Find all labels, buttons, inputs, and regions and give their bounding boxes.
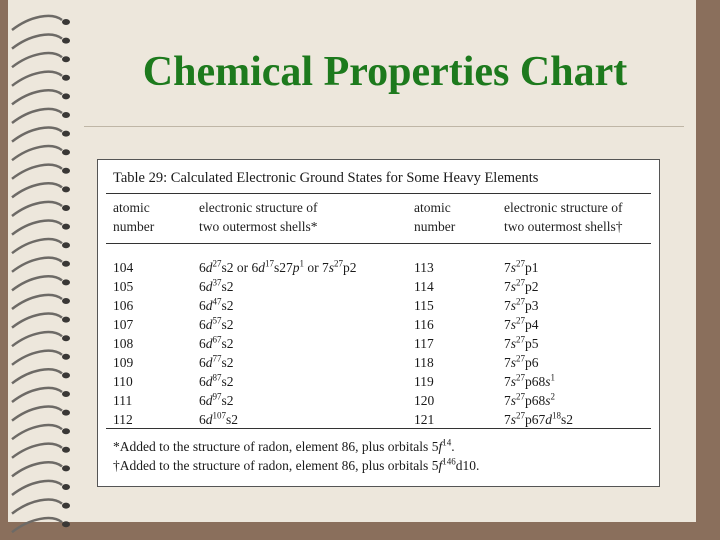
binding-hole: [62, 168, 70, 174]
binding-hole: [62, 410, 70, 416]
binding-ring: [12, 90, 62, 104]
spiral-binding-rings: [0, 0, 90, 540]
binding-hole: [62, 484, 70, 490]
table-footnotes: [113, 437, 479, 475]
binding-hole: [62, 372, 70, 378]
binding-hole: [62, 279, 70, 285]
right-atomic-number-5: 118: [414, 355, 434, 370]
binding-ring: [12, 35, 62, 49]
left-electron-config-6: $6d^{87}s2$: [199, 372, 234, 389]
binding-ring: [12, 369, 62, 383]
left-electron-config-3: $6d^{57}s2$: [199, 315, 234, 332]
binding-ring: [12, 165, 62, 179]
left-atomic-number-3: 107: [113, 317, 134, 332]
right-atomic-number-3: 116: [414, 317, 434, 332]
table-caption: Table 29: Calculated Electronic Ground States for Some Heavy Elements: [113, 170, 539, 186]
right-electron-config-7: $7s^{27}p68s^2$: [504, 391, 556, 408]
binding-hole: [62, 56, 70, 62]
left-electron-config-2: $6d^{47}s2$: [199, 296, 234, 313]
left-electron-config-4: $6d^{67}s2$: [199, 334, 234, 351]
header-atomic-number-right: atomic number: [414, 200, 456, 234]
binding-hole: [62, 93, 70, 99]
binding-ring: [12, 388, 62, 402]
left-atomic-number-7: 111: [113, 393, 133, 408]
binding-hole: [62, 317, 70, 323]
binding-hole: [62, 354, 70, 360]
left-electron-config-5: $6d^{77}s2$: [199, 353, 234, 370]
binding-ring: [12, 500, 62, 514]
right-atomic-number-0: 113: [414, 260, 434, 275]
right-electron-configs: [504, 258, 573, 429]
left-electron-config-7: $6d^{97}s2$: [199, 391, 234, 408]
binding-ring: [12, 146, 62, 160]
right-atomic-number-1: 114: [414, 279, 434, 294]
binding-ring: [12, 462, 62, 476]
top-rule: [106, 193, 651, 194]
binding-hole: [62, 391, 70, 397]
right-atomic-number-4: 117: [414, 336, 434, 351]
binding-hole: [62, 205, 70, 211]
left-atomic-numbers: [113, 258, 133, 429]
binding-ring: [12, 276, 62, 290]
title-divider: [84, 126, 684, 127]
right-electron-config-3: $7s^{27}p4$: [504, 315, 539, 332]
left-atomic-number-8: 112: [113, 412, 133, 427]
binding-ring: [12, 425, 62, 439]
binding-hole: [62, 261, 70, 267]
bottom-rule: [106, 428, 651, 429]
binding-ring: [12, 481, 62, 495]
left-electron-config-0: $6d^{27}s2$ or $6d^{17}s27p^1$ or $7s^{27}p2$: [199, 258, 357, 275]
right-atomic-numbers: [414, 258, 434, 429]
binding-ring: [12, 183, 62, 197]
binding-ring: [12, 16, 62, 30]
binding-ring: [12, 444, 62, 458]
binding-ring: [12, 221, 62, 235]
footnote-radon-dagger: †Added to the structure of radon, element 86, plus orbitals $5f^{146}d10$.: [113, 456, 480, 473]
left-atomic-number-4: 108: [113, 336, 134, 351]
binding-hole: [62, 112, 70, 118]
binding-hole: [62, 242, 70, 248]
left-electron-config-1: $6d^{37}s2$: [199, 277, 234, 294]
binding-ring: [12, 202, 62, 216]
left-atomic-number-6: 110: [113, 374, 133, 389]
binding-ring: [12, 128, 62, 142]
binding-hole: [62, 38, 70, 44]
binding-hole: [62, 503, 70, 509]
right-atomic-number-6: 119: [414, 374, 434, 389]
binding-hole: [62, 447, 70, 453]
right-electron-config-4: $7s^{27}p5$: [504, 334, 539, 351]
electronic-states-table: [97, 159, 660, 487]
left-atomic-number-2: 106: [113, 298, 134, 313]
left-atomic-number-1: 105: [113, 279, 134, 294]
footnote-radon-star: *Added to the structure of radon, element 86, plus orbitals $5f^{14}$.: [113, 437, 455, 454]
binding-hole: [62, 465, 70, 471]
header-atomic-number-left: atomic number: [113, 200, 155, 234]
right-electron-config-8: $7s^{27}p67d^{18}s2$: [504, 410, 574, 427]
binding-hole: [62, 335, 70, 341]
binding-hole: [62, 75, 70, 81]
binding-hole: [62, 428, 70, 434]
binding-ring: [12, 258, 62, 272]
binding-hole: [62, 186, 70, 192]
right-electron-config-0: $7s^{27}p1$: [504, 258, 539, 275]
header-rule: [106, 243, 651, 244]
binding-ring: [12, 407, 62, 421]
binding-hole: [62, 131, 70, 137]
left-electron-config-8: $6d^{107}s2$: [199, 410, 239, 427]
right-atomic-number-7: 120: [414, 393, 435, 408]
left-atomic-number-5: 109: [113, 355, 134, 370]
right-electron-config-6: $7s^{27}p68s^1$: [504, 372, 556, 389]
binding-hole: [62, 298, 70, 304]
page-title: Chemical Properties Chart: [142, 49, 628, 95]
right-electron-config-1: $7s^{27}p2$: [504, 277, 539, 294]
binding-ring: [12, 72, 62, 86]
right-electron-config-2: $7s^{27}p3$: [504, 296, 539, 313]
binding-ring: [12, 314, 62, 328]
left-atomic-number-0: 104: [113, 260, 134, 275]
binding-ring: [12, 239, 62, 253]
binding-hole: [62, 149, 70, 155]
binding-ring: [12, 295, 62, 309]
header-structure-right: electronic structure of two outermost shells†: [504, 200, 623, 234]
binding-hole: [62, 224, 70, 230]
binding-hole: [62, 521, 70, 527]
binding-ring: [12, 518, 62, 532]
right-electron-config-5: $7s^{27}p6$: [504, 353, 539, 370]
binding-ring: [12, 109, 62, 123]
binding-ring: [12, 53, 62, 67]
left-electron-configs: [199, 258, 357, 429]
binding-hole: [62, 19, 70, 25]
binding-ring: [12, 332, 62, 346]
binding-ring: [12, 351, 62, 365]
right-atomic-number-8: 121: [414, 412, 435, 427]
header-structure-left: electronic structure of two outermost shells*: [199, 200, 318, 234]
right-atomic-number-2: 115: [414, 298, 434, 313]
